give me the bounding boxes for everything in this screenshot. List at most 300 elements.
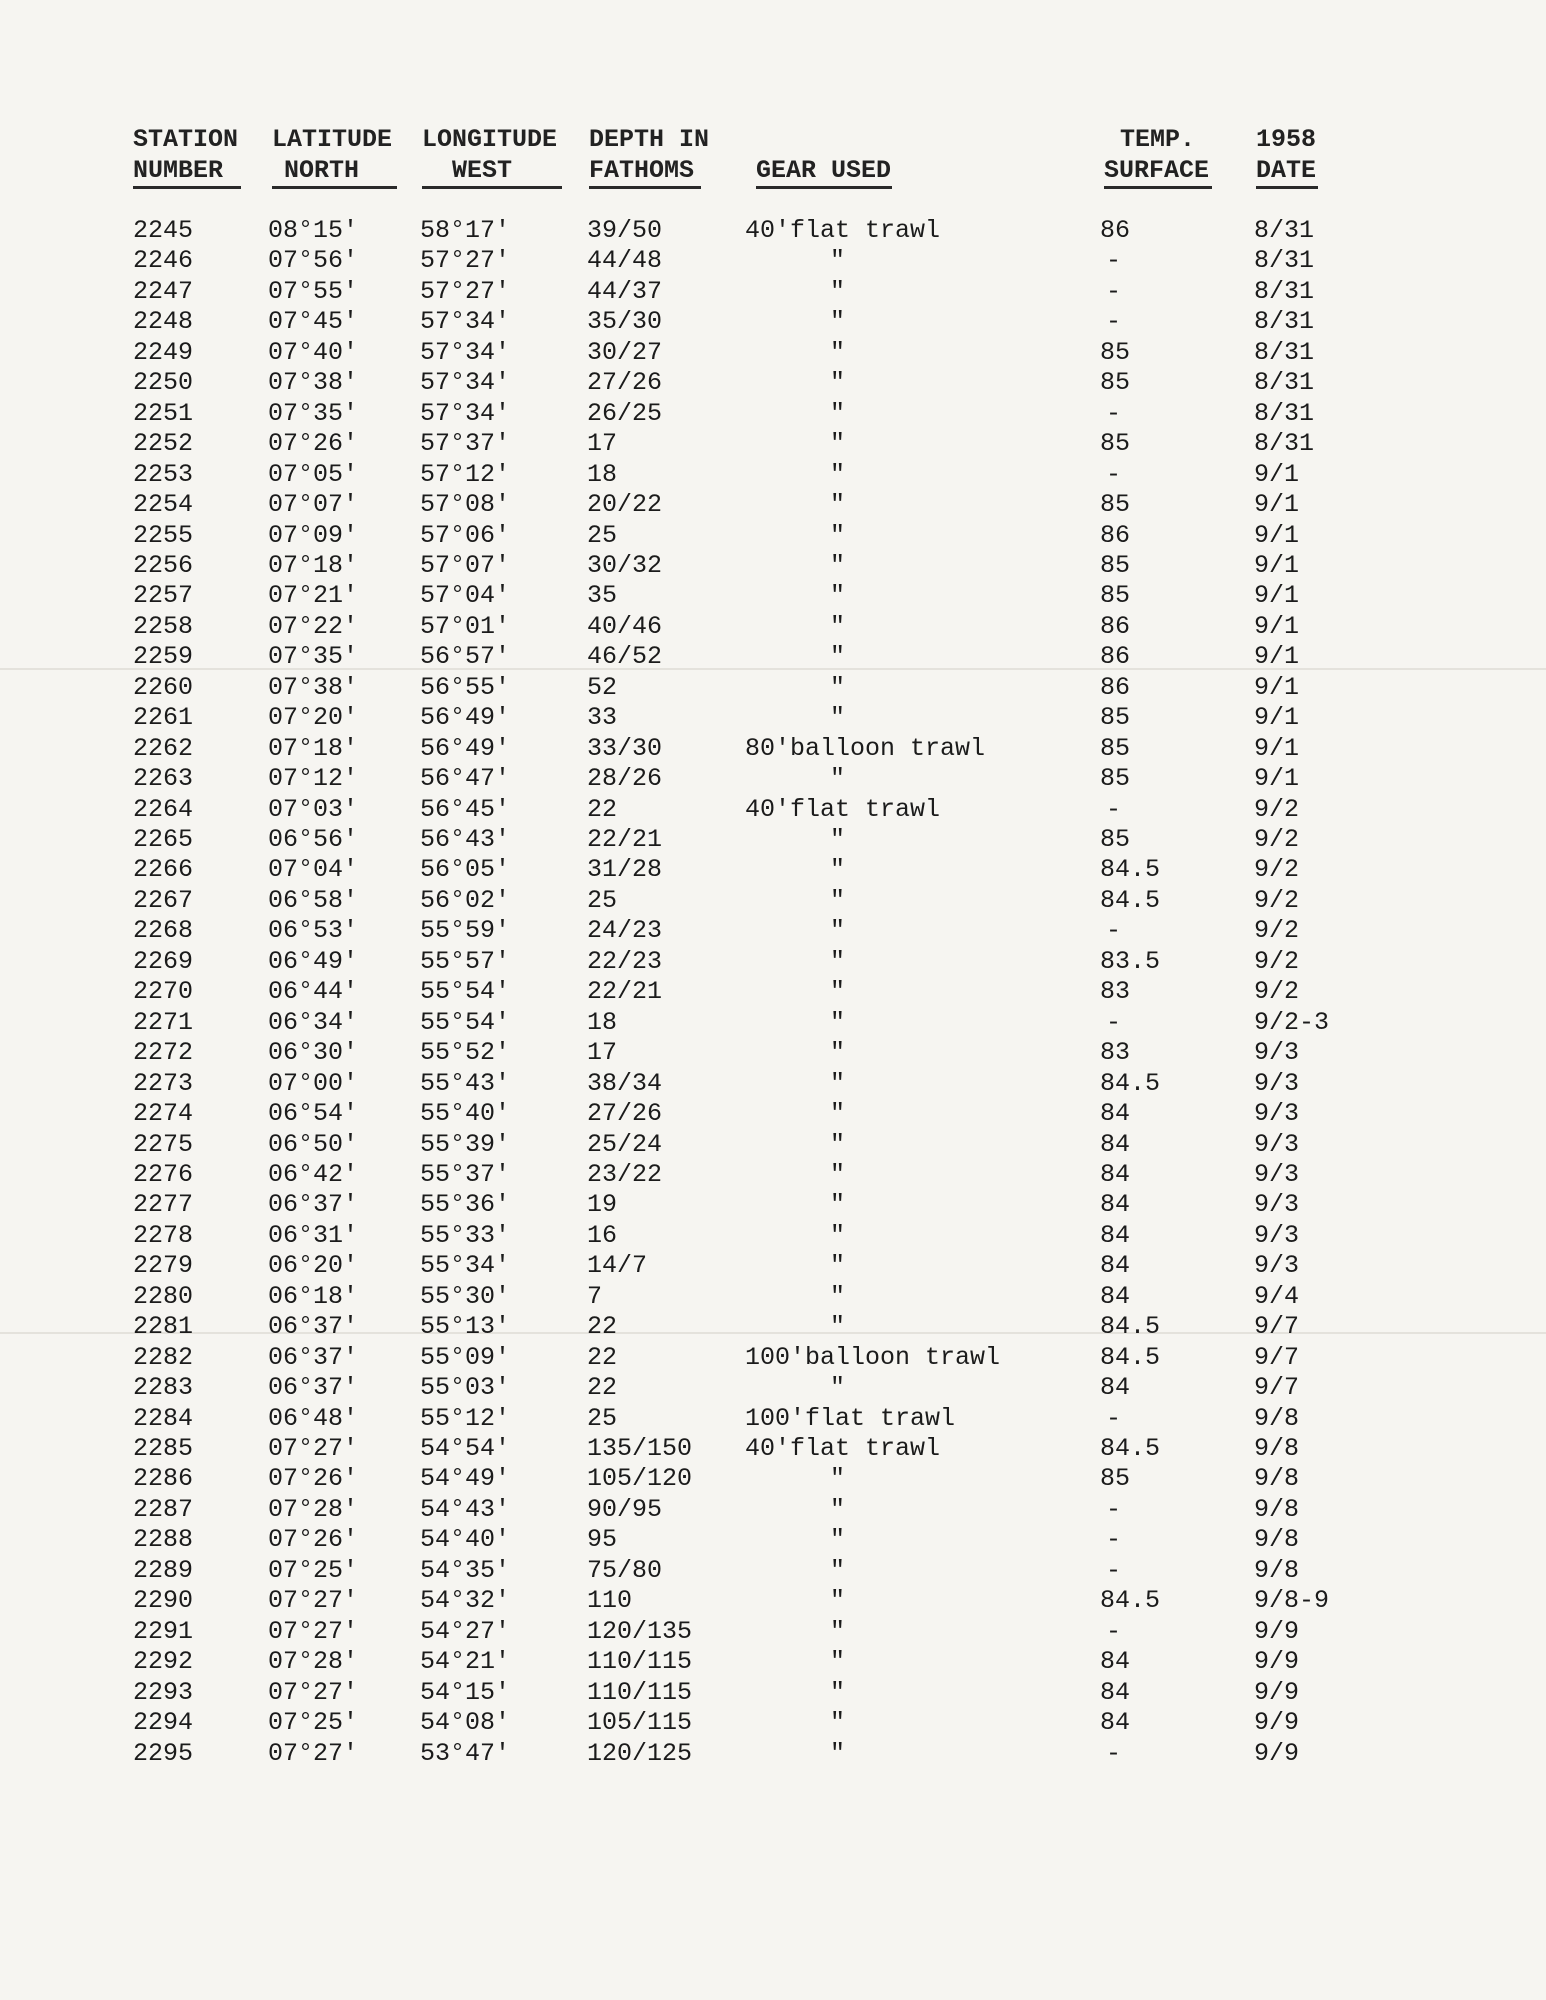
station-number-cell: 2290 [133, 1586, 194, 1615]
table-row [0, 1251, 1546, 1281]
station-number-cell: 2245 [133, 216, 194, 245]
table-row [0, 1495, 1546, 1525]
table-row [0, 795, 1546, 825]
latitude-cell: 07°26' [268, 429, 359, 458]
date-cell: 9/1 [1254, 612, 1300, 641]
date-cell: 9/1 [1254, 581, 1300, 610]
depth-cell: 95 [587, 1525, 618, 1554]
depth-cell: 25/24 [587, 1130, 663, 1159]
header-underline [1256, 186, 1318, 189]
date-cell: 9/3 [1254, 1069, 1300, 1098]
date-cell: 9/1 [1254, 490, 1300, 519]
longitude-cell: 56°02' [420, 886, 511, 915]
date-cell: 9/7 [1254, 1373, 1300, 1402]
header-longitude-line2: WEST [452, 156, 513, 185]
station-number-cell: 2252 [133, 429, 194, 458]
latitude-cell: 06°18' [268, 1282, 359, 1311]
date-cell: 9/1 [1254, 703, 1300, 732]
table-row [0, 460, 1546, 490]
longitude-cell: 55°30' [420, 1282, 511, 1311]
date-cell: 9/2 [1254, 825, 1300, 854]
latitude-cell: 07°26' [268, 1464, 359, 1493]
latitude-cell: 06°53' [268, 916, 359, 945]
latitude-cell: 07°28' [268, 1495, 359, 1524]
longitude-cell: 54°27' [420, 1617, 511, 1646]
table-row [0, 1525, 1546, 1555]
longitude-cell: 54°32' [420, 1586, 511, 1615]
longitude-cell: 55°13' [420, 1312, 511, 1341]
gear-cell: " [830, 1221, 846, 1250]
date-cell: 9/2 [1254, 855, 1300, 884]
date-cell: 9/2 [1254, 795, 1300, 824]
depth-cell: 7 [587, 1282, 603, 1311]
gear-cell: " [830, 1495, 846, 1524]
longitude-cell: 54°40' [420, 1525, 511, 1554]
station-number-cell: 2279 [133, 1251, 194, 1280]
temp-cell: 84 [1100, 1647, 1131, 1676]
gear-cell: " [830, 764, 846, 793]
table-row [0, 1404, 1546, 1434]
gear-cell: " [830, 1069, 846, 1098]
date-cell: 9/3 [1254, 1099, 1300, 1128]
gear-cell: " [830, 246, 846, 275]
station-number-cell: 2282 [133, 1343, 194, 1372]
table-row [0, 1373, 1546, 1403]
date-cell: 8/31 [1254, 429, 1315, 458]
depth-cell: 22 [587, 1343, 618, 1372]
gear-cell: " [830, 338, 846, 367]
gear-cell: " [830, 581, 846, 610]
temp-cell: 85 [1100, 734, 1131, 763]
gear-cell: " [830, 399, 846, 428]
date-cell: 9/3 [1254, 1130, 1300, 1159]
date-cell: 8/31 [1254, 216, 1315, 245]
depth-cell: 35/30 [587, 307, 663, 336]
latitude-cell: 07°56' [268, 246, 359, 275]
gear-cell: " [830, 521, 846, 550]
table-row [0, 1130, 1546, 1160]
depth-cell: 105/115 [587, 1708, 693, 1737]
date-cell: 9/9 [1254, 1647, 1300, 1676]
gear-cell: " [830, 490, 846, 519]
latitude-cell: 06°50' [268, 1130, 359, 1159]
gear-cell: " [830, 916, 846, 945]
temp-cell: 83 [1100, 1038, 1131, 1067]
longitude-cell: 55°36' [420, 1190, 511, 1219]
station-number-cell: 2271 [133, 1008, 194, 1037]
temp-cell: 83 [1100, 977, 1131, 1006]
gear-cell: " [830, 886, 846, 915]
station-number-cell: 2278 [133, 1221, 194, 1250]
longitude-cell: 55°59' [420, 916, 511, 945]
station-number-cell: 2248 [133, 307, 194, 336]
header-latitude-line2: NORTH [284, 156, 360, 185]
longitude-cell: 55°33' [420, 1221, 511, 1250]
table-row [0, 764, 1546, 794]
latitude-cell: 06°49' [268, 947, 359, 976]
date-cell: 8/31 [1254, 399, 1315, 428]
depth-cell: 26/25 [587, 399, 663, 428]
date-cell: 8/31 [1254, 277, 1315, 306]
temp-cell: 85 [1100, 551, 1131, 580]
table-row [0, 855, 1546, 885]
gear-cell: " [830, 1586, 846, 1615]
date-cell: 9/8 [1254, 1495, 1300, 1524]
table-row [0, 1556, 1546, 1586]
depth-cell: 30/32 [587, 551, 663, 580]
temp-cell: 86 [1100, 642, 1131, 671]
gear-cell: " [830, 1647, 846, 1676]
station-number-cell: 2277 [133, 1190, 194, 1219]
depth-cell: 110 [587, 1586, 633, 1615]
date-cell: 9/2 [1254, 916, 1300, 945]
temp-cell: 84 [1100, 1130, 1131, 1159]
gear-cell: " [830, 1251, 846, 1280]
depth-cell: 105/120 [587, 1464, 693, 1493]
header-gear [756, 124, 891, 186]
longitude-cell: 55°09' [420, 1343, 511, 1372]
depth-cell: 90/95 [587, 1495, 663, 1524]
longitude-cell: 58°17' [420, 216, 511, 245]
station-number-cell: 2257 [133, 581, 194, 610]
header-date [1256, 124, 1316, 186]
date-cell: 9/9 [1254, 1617, 1300, 1646]
station-number-cell: 2249 [133, 338, 194, 367]
gear-cell: " [830, 551, 846, 580]
temp-cell: - [1106, 1617, 1122, 1646]
gear-cell: " [830, 642, 846, 671]
longitude-cell: 55°43' [420, 1069, 511, 1098]
header-temp [1104, 124, 1209, 186]
gear-cell: " [830, 460, 846, 489]
station-number-cell: 2264 [133, 795, 194, 824]
depth-cell: 14/7 [587, 1251, 648, 1280]
longitude-cell: 56°47' [420, 764, 511, 793]
date-cell: 8/31 [1254, 368, 1315, 397]
date-cell: 9/8 [1254, 1556, 1300, 1585]
station-number-cell: 2295 [133, 1739, 194, 1768]
depth-cell: 18 [587, 1008, 618, 1037]
gear-cell: " [830, 1678, 846, 1707]
header-underline [272, 186, 397, 189]
date-cell: 9/1 [1254, 551, 1300, 580]
station-number-cell: 2268 [133, 916, 194, 945]
date-cell: 9/8-9 [1254, 1586, 1330, 1615]
longitude-cell: 57°27' [420, 277, 511, 306]
temp-cell: 85 [1100, 764, 1131, 793]
temp-cell: 86 [1100, 612, 1131, 641]
latitude-cell: 07°40' [268, 338, 359, 367]
depth-cell: 38/34 [587, 1069, 663, 1098]
station-number-cell: 2281 [133, 1312, 194, 1341]
date-cell: 9/4 [1254, 1282, 1300, 1311]
date-cell: 8/31 [1254, 307, 1315, 336]
latitude-cell: 07°04' [268, 855, 359, 884]
table-row [0, 1099, 1546, 1129]
longitude-cell: 57°12' [420, 460, 511, 489]
station-number-cell: 2285 [133, 1434, 194, 1463]
station-number-cell: 2292 [133, 1647, 194, 1676]
depth-cell: 22 [587, 795, 618, 824]
gear-cell: " [830, 1617, 846, 1646]
station-number-cell: 2258 [133, 612, 194, 641]
station-number-cell: 2289 [133, 1556, 194, 1585]
latitude-cell: 06°37' [268, 1190, 359, 1219]
longitude-cell: 54°49' [420, 1464, 511, 1493]
station-number-cell: 2291 [133, 1617, 194, 1646]
header-depth-line1: DEPTH IN [589, 125, 710, 154]
station-number-cell: 2283 [133, 1373, 194, 1402]
gear-cell: 100'balloon trawl [745, 1343, 1001, 1372]
longitude-cell: 55°37' [420, 1160, 511, 1189]
header-latitude [272, 124, 392, 186]
gear-cell: " [830, 1708, 846, 1737]
depth-cell: 135/150 [587, 1434, 693, 1463]
header-station-line1: STATION [133, 125, 239, 154]
gear-cell: " [830, 673, 846, 702]
header-gear-line2: GEAR USED [756, 156, 892, 185]
temp-cell: - [1106, 277, 1122, 306]
longitude-cell: 55°34' [420, 1251, 511, 1280]
latitude-cell: 06°48' [268, 1404, 359, 1433]
latitude-cell: 07°09' [268, 521, 359, 550]
date-cell: 9/2-3 [1254, 1008, 1330, 1037]
latitude-cell: 06°42' [268, 1160, 359, 1189]
date-cell: 8/31 [1254, 338, 1315, 367]
station-number-cell: 2276 [133, 1160, 194, 1189]
header-date-line1: 1958 [1256, 125, 1317, 154]
longitude-cell: 55°40' [420, 1099, 511, 1128]
latitude-cell: 07°38' [268, 368, 359, 397]
latitude-cell: 08°15' [268, 216, 359, 245]
table-row [0, 490, 1546, 520]
gear-cell: " [830, 1556, 846, 1585]
latitude-cell: 07°25' [268, 1708, 359, 1737]
header-longitude-line1: LONGITUDE [422, 125, 558, 154]
latitude-cell: 07°45' [268, 307, 359, 336]
gear-cell: " [830, 1373, 846, 1402]
latitude-cell: 06°20' [268, 1251, 359, 1280]
latitude-cell: 07°27' [268, 1678, 359, 1707]
table-row [0, 1038, 1546, 1068]
gear-cell: " [830, 368, 846, 397]
temp-cell: 85 [1100, 429, 1131, 458]
table-row [0, 277, 1546, 307]
table-row [0, 642, 1546, 672]
longitude-cell: 57°06' [420, 521, 511, 550]
date-cell: 8/31 [1254, 246, 1315, 275]
temp-cell: 84 [1100, 1221, 1131, 1250]
depth-cell: 30/27 [587, 338, 663, 367]
table-row [0, 216, 1546, 246]
temp-cell: - [1106, 916, 1122, 945]
latitude-cell: 07°18' [268, 551, 359, 580]
station-number-cell: 2266 [133, 855, 194, 884]
latitude-cell: 06°34' [268, 1008, 359, 1037]
gear-cell: " [830, 1008, 846, 1037]
gear-cell: " [830, 307, 846, 336]
station-number-cell: 2247 [133, 277, 194, 306]
gear-cell: " [830, 1312, 846, 1341]
date-cell: 9/3 [1254, 1251, 1300, 1280]
latitude-cell: 06°54' [268, 1099, 359, 1128]
header-temp-line2: SURFACE [1104, 156, 1210, 185]
date-cell: 9/8 [1254, 1525, 1300, 1554]
table-row [0, 1282, 1546, 1312]
station-number-cell: 2280 [133, 1282, 194, 1311]
temp-cell: 84 [1100, 1190, 1131, 1219]
station-number-cell: 2254 [133, 490, 194, 519]
gear-cell: " [830, 825, 846, 854]
depth-cell: 110/115 [587, 1647, 693, 1676]
temp-cell: 86 [1100, 673, 1131, 702]
station-number-cell: 2286 [133, 1464, 194, 1493]
date-cell: 9/8 [1254, 1434, 1300, 1463]
table-row [0, 1221, 1546, 1251]
temp-cell: 84.5 [1100, 855, 1161, 884]
longitude-cell: 56°45' [420, 795, 511, 824]
longitude-cell: 56°49' [420, 734, 511, 763]
temp-cell: - [1106, 246, 1122, 275]
gear-cell: 100'flat trawl [745, 1404, 956, 1433]
gear-cell: " [830, 703, 846, 732]
station-number-cell: 2261 [133, 703, 194, 732]
longitude-cell: 57°07' [420, 551, 511, 580]
longitude-cell: 54°15' [420, 1678, 511, 1707]
temp-cell: 84.5 [1100, 1343, 1161, 1372]
depth-cell: 20/22 [587, 490, 663, 519]
temp-cell: - [1106, 460, 1122, 489]
latitude-cell: 07°07' [268, 490, 359, 519]
latitude-cell: 07°12' [268, 764, 359, 793]
table-row [0, 399, 1546, 429]
longitude-cell: 57°27' [420, 246, 511, 275]
depth-cell: 35 [587, 581, 618, 610]
date-cell: 9/1 [1254, 734, 1300, 763]
longitude-cell: 56°05' [420, 855, 511, 884]
table-row [0, 1586, 1546, 1616]
depth-cell: 16 [587, 1221, 618, 1250]
depth-cell: 22 [587, 1312, 618, 1341]
latitude-cell: 07°00' [268, 1069, 359, 1098]
temp-cell: - [1106, 1525, 1122, 1554]
table-row [0, 1647, 1546, 1677]
station-number-cell: 2246 [133, 246, 194, 275]
latitude-cell: 07°27' [268, 1586, 359, 1615]
latitude-cell: 07°55' [268, 277, 359, 306]
table-row [0, 551, 1546, 581]
date-cell: 9/2 [1254, 947, 1300, 976]
gear-cell: " [830, 1282, 846, 1311]
table-row [0, 947, 1546, 977]
temp-cell: 85 [1100, 338, 1131, 367]
longitude-cell: 57°01' [420, 612, 511, 641]
depth-cell: 22/23 [587, 947, 663, 976]
depth-cell: 120/135 [587, 1617, 693, 1646]
temp-cell: - [1106, 795, 1122, 824]
temp-cell: 84.5 [1100, 1434, 1161, 1463]
date-cell: 9/1 [1254, 521, 1300, 550]
gear-cell: " [830, 1130, 846, 1159]
longitude-cell: 57°34' [420, 338, 511, 367]
temp-cell: - [1106, 307, 1122, 336]
gear-cell: " [830, 977, 846, 1006]
header-depth-line2: FATHOMS [589, 156, 695, 185]
gear-cell: 40'flat trawl [745, 216, 941, 245]
temp-cell: 84.5 [1100, 1586, 1161, 1615]
longitude-cell: 55°54' [420, 977, 511, 1006]
table-row [0, 1739, 1546, 1769]
station-number-cell: 2294 [133, 1708, 194, 1737]
gear-cell: 80'balloon trawl [745, 734, 986, 763]
gear-cell: " [830, 1038, 846, 1067]
latitude-cell: 07°27' [268, 1739, 359, 1768]
longitude-cell: 54°54' [420, 1434, 511, 1463]
depth-cell: 33/30 [587, 734, 663, 763]
date-cell: 9/3 [1254, 1221, 1300, 1250]
latitude-cell: 07°38' [268, 673, 359, 702]
longitude-cell: 57°34' [420, 307, 511, 336]
gear-cell: " [830, 612, 846, 641]
gear-cell: 40'flat trawl [745, 1434, 941, 1463]
depth-cell: 25 [587, 886, 618, 915]
table-row [0, 1312, 1546, 1342]
temp-cell: 84 [1100, 1282, 1131, 1311]
header-latitude-line1: LATITUDE [272, 125, 393, 154]
header-temp-line1: TEMP. [1120, 125, 1196, 154]
temp-cell: - [1106, 1495, 1122, 1524]
station-number-cell: 2265 [133, 825, 194, 854]
gear-cell: " [830, 429, 846, 458]
longitude-cell: 56°57' [420, 642, 511, 671]
depth-cell: 22 [587, 1373, 618, 1402]
longitude-cell: 56°55' [420, 673, 511, 702]
temp-cell: 85 [1100, 490, 1131, 519]
table-row [0, 703, 1546, 733]
gear-cell: " [830, 1190, 846, 1219]
temp-cell: - [1106, 1556, 1122, 1585]
longitude-cell: 56°43' [420, 825, 511, 854]
table-row [0, 338, 1546, 368]
gear-cell: " [830, 1464, 846, 1493]
station-number-cell: 2269 [133, 947, 194, 976]
station-number-cell: 2250 [133, 368, 194, 397]
station-number-cell: 2255 [133, 521, 194, 550]
depth-cell: 33 [587, 703, 618, 732]
depth-cell: 40/46 [587, 612, 663, 641]
table-row [0, 734, 1546, 764]
latitude-cell: 07°21' [268, 581, 359, 610]
date-cell: 9/2 [1254, 886, 1300, 915]
longitude-cell: 55°57' [420, 947, 511, 976]
header-longitude [422, 124, 557, 186]
longitude-cell: 57°37' [420, 429, 511, 458]
latitude-cell: 06°30' [268, 1038, 359, 1067]
depth-cell: 19 [587, 1190, 618, 1219]
date-cell: 9/1 [1254, 460, 1300, 489]
header-underline [589, 186, 701, 189]
latitude-cell: 07°05' [268, 460, 359, 489]
table-row [0, 612, 1546, 642]
latitude-cell: 07°25' [268, 1556, 359, 1585]
date-cell: 9/3 [1254, 1038, 1300, 1067]
depth-cell: 18 [587, 460, 618, 489]
station-number-cell: 2274 [133, 1099, 194, 1128]
longitude-cell: 57°34' [420, 368, 511, 397]
table-row [0, 977, 1546, 1007]
header-station-line2: NUMBER [133, 156, 224, 185]
depth-cell: 23/22 [587, 1160, 663, 1189]
